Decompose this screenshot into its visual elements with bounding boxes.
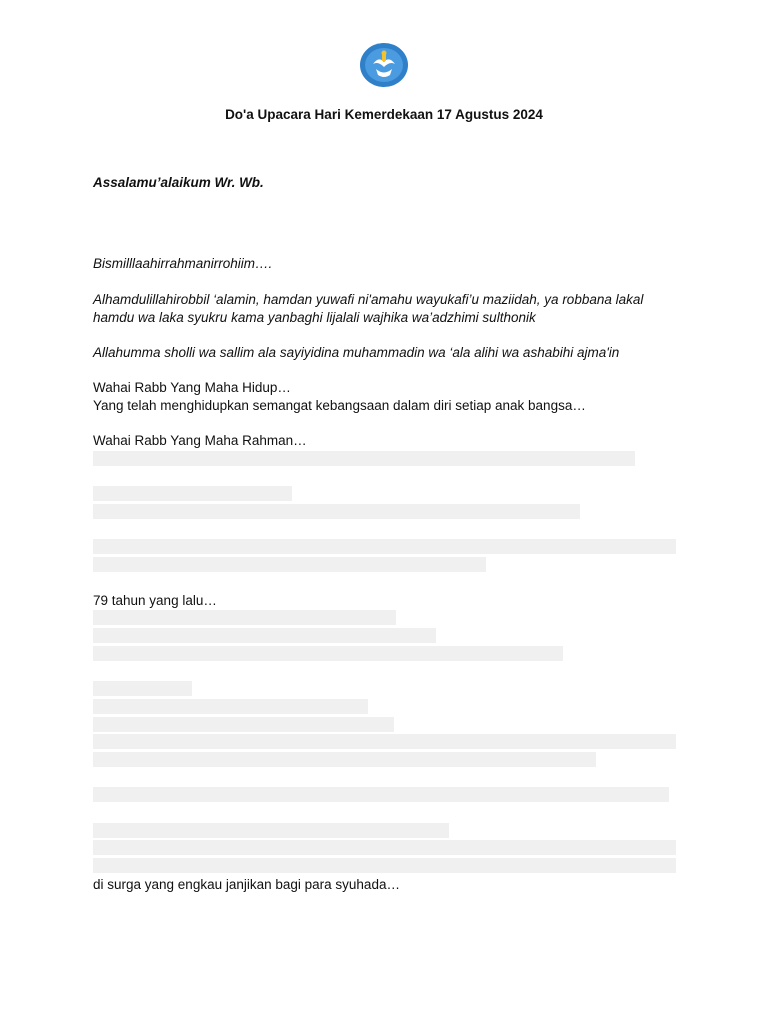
- document-title: Do'a Upacara Hari Kemerdekaan 17 Agustus 2024: [225, 107, 543, 122]
- redacted-line: [93, 646, 563, 661]
- redacted-line: [93, 734, 676, 749]
- redacted-line: [93, 717, 394, 732]
- redacted-line: [93, 823, 449, 838]
- redacted-line: [93, 681, 192, 696]
- redacted-line: [93, 699, 368, 714]
- redacted-line: [93, 504, 580, 519]
- redacted-line: [93, 787, 669, 802]
- redacted-line: [93, 858, 676, 873]
- tahun-line: 79 tahun yang lalu…: [93, 593, 217, 608]
- alhamdulillah-line-1: Alhamdulillahirobbil ‘alamin, hamdan yuwafi ni'amahu wayukafi’u maziidah, ya robbana lakal: [93, 292, 644, 307]
- bismillah-line: Bismilllaahirrahmanirrohiim….: [93, 256, 273, 271]
- tut-wuri-handayani-logo: [359, 42, 409, 88]
- hidup-line-2: Yang telah menghidupkan semangat kebangsaan dalam diri setiap anak bangsa…: [93, 398, 586, 413]
- redacted-line: [93, 451, 635, 466]
- redacted-line: [93, 752, 596, 767]
- redacted-line: [93, 840, 676, 855]
- sholawat-line: Allahumma sholli wa sallim ala sayiyidina muhammadin wa ‘ala alihi wa ashabihi ajma'in: [93, 345, 620, 360]
- redacted-line: [93, 486, 292, 501]
- redacted-line: [93, 628, 436, 643]
- alhamdulillah-line-2: hamdu wa laka syukru kama yanbaghi lijalali wajhika wa’adzhimi sulthonik: [93, 310, 536, 325]
- redacted-line: [93, 539, 676, 554]
- surga-line: di surga yang engkau janjikan bagi para syuhada…: [93, 877, 400, 892]
- greeting: Assalamu’alaikum Wr. Wb.: [93, 175, 264, 190]
- redacted-line: [93, 557, 486, 572]
- rahman-line: Wahai Rabb Yang Maha Rahman…: [93, 433, 307, 448]
- hidup-line-1: Wahai Rabb Yang Maha Hidup…: [93, 380, 291, 395]
- redacted-line: [93, 610, 396, 625]
